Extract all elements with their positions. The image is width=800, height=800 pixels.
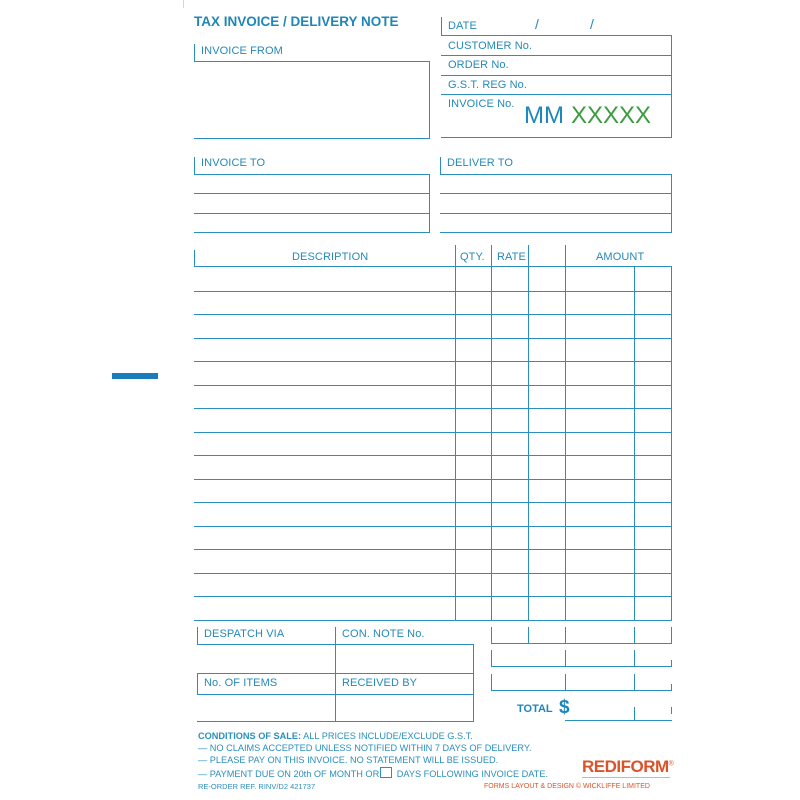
date-separator: /	[535, 16, 539, 32]
gst-reg-field[interactable]	[530, 77, 670, 94]
conditions-line-3: — PLEASE PAY ON THIS INVOICE. NO STATEMENT WILL BE ISSUED.	[198, 755, 499, 765]
table-row[interactable]	[196, 503, 670, 525]
no-of-items-field[interactable]	[199, 696, 333, 720]
table-row[interactable]	[196, 315, 670, 337]
deliver-to-field[interactable]	[442, 175, 670, 231]
conditions-line-4a: — PAYMENT DUE ON 20th OF MONTH OR	[198, 769, 380, 779]
column-header-amount: AMOUNT	[596, 251, 645, 263]
customer-no-label: CUSTOMER No.	[448, 40, 533, 52]
reorder-ref: RE-ORDER REF. RINV/D2 421737	[198, 782, 316, 791]
received-by-field[interactable]	[337, 696, 471, 720]
conditions-line-4b: DAYS FOLLOWING INVOICE DATE.	[394, 769, 549, 779]
invoice-no-prefix: MM	[524, 102, 564, 129]
extra-amount-field[interactable]	[566, 674, 670, 690]
table-row[interactable]	[196, 409, 670, 431]
page-title: TAX INVOICE / DELIVERY NOTE	[194, 14, 399, 29]
despatch-via-label: DESPATCH VIA	[204, 628, 285, 640]
con-note-field[interactable]	[337, 646, 471, 673]
invoice-to-field[interactable]	[196, 175, 428, 231]
date-separator: /	[590, 16, 594, 32]
payment-days-checkbox[interactable]	[380, 767, 392, 778]
despatch-via-field[interactable]	[199, 646, 333, 673]
margin-tick	[183, 0, 184, 8]
table-row[interactable]	[196, 292, 670, 314]
received-by-label: RECEIVED BY	[342, 677, 418, 689]
con-note-label: CON. NOTE No.	[342, 628, 425, 640]
table-row[interactable]	[196, 339, 670, 361]
table-row-line	[194, 620, 672, 621]
table-row[interactable]	[196, 574, 670, 596]
registered-mark: ®	[668, 760, 674, 768]
table-row[interactable]	[196, 433, 670, 455]
table-row[interactable]	[196, 597, 670, 619]
invoice-from-field[interactable]	[196, 63, 428, 137]
deliver-to-label: DELIVER TO	[447, 157, 514, 169]
table-row[interactable]	[196, 386, 670, 408]
order-no-label: ORDER No.	[448, 59, 509, 71]
customer-no-field[interactable]	[530, 37, 670, 54]
invoice-no-value: XXXXX	[571, 102, 652, 129]
brand-logo: REDIFORM	[582, 757, 669, 776]
table-row[interactable]	[196, 362, 670, 384]
total-amount-field[interactable]	[576, 700, 670, 719]
table-row[interactable]	[196, 550, 670, 572]
page-marker	[112, 373, 158, 379]
conditions-heading: CONDITIONS OF SALE:	[198, 731, 302, 741]
date-label: DATE	[448, 20, 477, 32]
table-row[interactable]	[196, 268, 670, 290]
brand-underline	[582, 777, 670, 778]
table-row[interactable]	[196, 527, 670, 549]
brand-credit: FORMS LAYOUT & DESIGN © WICKLIFFE LIMITED	[484, 783, 650, 790]
conditions-line-2: — NO CLAIMS ACCEPTED UNLESS NOTIFIED WITHIN 7 DAYS OF DELIVERY.	[198, 743, 532, 753]
currency-symbol: $	[559, 697, 570, 718]
column-header-description: DESCRIPTION	[292, 251, 369, 263]
column-header-qty: QTY.	[460, 251, 485, 263]
gst-reg-label: G.S.T. REG No.	[448, 79, 528, 91]
table-row[interactable]	[196, 480, 670, 502]
column-header-rate: RATE	[497, 251, 526, 263]
conditions-line-1: ALL PRICES INCLUDE/EXCLUDE G.S.T.	[301, 731, 473, 741]
invoice-from-label: INVOICE FROM	[201, 45, 283, 57]
table-row[interactable]	[196, 456, 670, 478]
invoice-no-label: INVOICE No.	[448, 98, 515, 110]
date-field[interactable]	[480, 17, 670, 35]
subtotal-field[interactable]	[566, 627, 670, 643]
total-label: TOTAL	[517, 703, 553, 715]
gst-amount-field[interactable]	[566, 650, 670, 666]
invoice-to-label: INVOICE TO	[201, 157, 266, 169]
order-no-field[interactable]	[510, 57, 670, 74]
no-of-items-label: No. OF ITEMS	[204, 677, 278, 689]
